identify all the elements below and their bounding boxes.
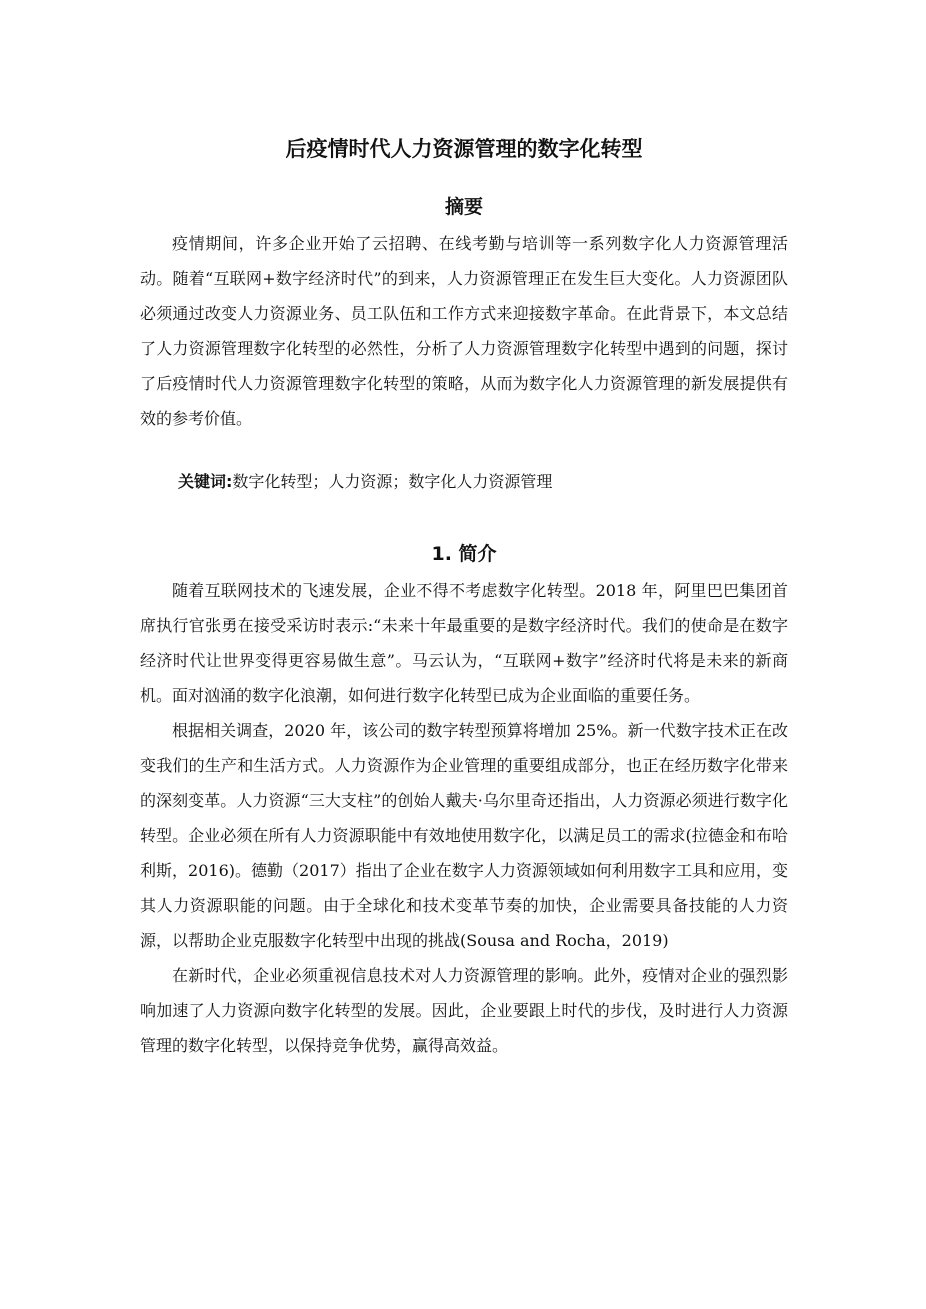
keywords-line	[140, 464, 788, 499]
abstract-paragraph: 疫情期间，许多企业开始了云招聘、在线考勤与培训等一系列数字化人力资源管理活动。随着“互联网+数字经济时代”的到来，人力资源管理正在发生巨大变化。人力资源团队必须通过改变人力资源业务、员工队伍和工作方式来迎接数字革命。在此背景下，本文总结了人力资源管理数字化转型的必然性，分析了人力资源管理数字化转型中遇到的问题，探讨了后疫情时代人力资源管理数字化转型的策略，从而为数字化人力资源管理的新发展提供有效的参考价值。	[140, 234, 788, 428]
document-page	[140, 130, 788, 1063]
section-heading-introduction: 1. 简介	[431, 543, 497, 565]
intro-paragraph-2: 根据相关调查，2020 年，该公司的数字转型预算将增加 25%。新一代数字技术正在改变我们的生产和生活方式。人力资源作为企业管理的重要组成部分，也正在经历数字化带来的深刻变革。人力资源“三大支柱”的创始人戴夫·乌尔里奇还指出，人力资源必须进行数字化转型。企业必须在所有人力资源职能中有效地使用数字化，以满足员工的需求(拉德金和布哈利斯，2016)。德勤（2017）指出了企业在数字人力资源领域如何利用数字工具和应用，变其人力资源职能的问题。由于全球化和技术变革节奏的加快，企业需要具备技能的人力资源，以帮助企业克服数字化转型中出现的挑战(Sousa and Rocha，2019)	[140, 721, 788, 950]
keywords-text: 数字化转型；人力资源；数字化人力资源管理	[232, 472, 553, 491]
keywords-label: 关键词:	[178, 472, 233, 491]
intro-paragraph-1: 随着互联网技术的飞速发展，企业不得不考虑数字化转型。2018 年，阿里巴巴集团首席执行官张勇在接受采访时表示:“未来十年最重要的是数字经济时代。我们的使命是在数字经济时代让世界变得更容易做生意”。马云认为，“互联网+数字”经济时代将是未来的新商机。面对汹涌的数字化浪潮，如何进行数字化转型已成为企业面临的重要任务。	[140, 581, 788, 705]
intro-paragraph-3: 在新时代，企业必须重视信息技术对人力资源管理的影响。此外，疫情对企业的强烈影响加速了人力资源向数字化转型的发展。因此，企业要跟上时代的步伐，及时进行人力资源管理的数字化转型，以保持竞争优势，赢得高效益。	[140, 966, 788, 1055]
abstract-heading: 摘要	[444, 196, 483, 218]
paper-title: 后疫情时代人力资源管理的数字化转型	[285, 137, 643, 161]
